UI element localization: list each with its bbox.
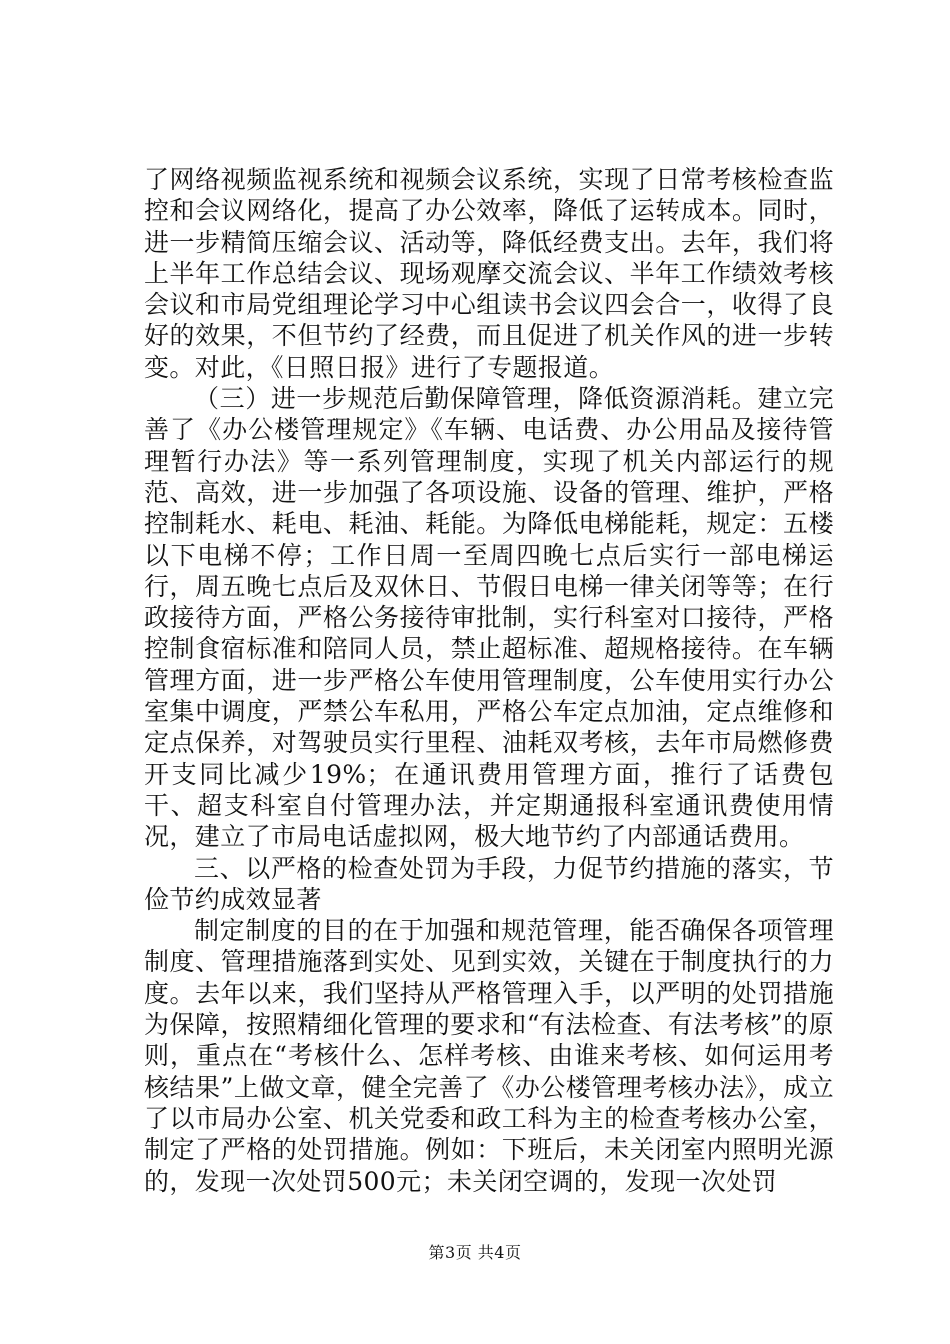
paragraph-1: 了网络视频监视系统和视频会议系统，实现了日常考核检查监控和会议网络化，提高了办公效率，降低了运转成本。同时，进一步精简压缩会议、活动等，降低经费支出。去年，我们将上半年工作总结会议、现场观摩交流会议、半年工作绩效考核会议和市局党组理论学习中心组读书会议四会合一，收得了良好的效果，不但节约了经费，而且促进了机关作风的进一步转变。对此，《日照日报》进行了专题报道。	[144, 165, 834, 382]
paragraph-4: 制定制度的目的在于加强和规范管理，能否确保各项管理制度、管理措施落到实处、见到实效，关键在于制度执行的力度。去年以来，我们坚持从严格管理入手，以严明的处罚措施为保障，按照精细化管理的要求和“有法检查、有法考核”的原则，重点在“考核什么、怎样考核、由谁来考核、如何运用考核结果”上做文章，健全完善了《办公楼管理考核办法》，成立了以市局办公室、机关党委和政工科为主的检查考核办公室，制定了严格的处罚措施。例如：下班后，未关闭室内照明光源的，发现一次处罚500元；未关闭空调的，发现一次处罚	[144, 916, 834, 1196]
page-footer: 第3页 共4页	[428, 1243, 522, 1262]
paragraph-2: （三）进一步规范后勤保障管理，降低资源消耗。建立完善了《办公楼管理规定》《车辆、电话费、办公用品及接待管理暂行办法》等一系列管理制度，实现了机关内部运行的规范、高效，进一步加强了各项设施、设备的管理、维护，严格控制耗水、耗电、耗油、耗能。为降低电梯能耗，规定：五楼以下电梯不停；工作日周一至周四晚七点后实行一部电梯运行，周五晚七点后及双休日、节假日电梯一律关闭等等；在行政接待方面，严格公务接待审批制，实行科室对口接待，严格控制食宿标准和陪同人员，禁止超标准、超规格接待。在车辆管理方面，进一步严格公车使用管理制度，公车使用实行办公室集中调度，严禁公车私用，严格公车定点加油，定点维修和定点保养，对驾驶员实行里程、油耗双考核，去年市局燃修费开支同比减少19%；在通讯费用管理方面，推行了话费包干、超支科室自付管理办法，并定期通报科室通讯费使用情况，建立了市局电话虚拟网，极大地节约了内部通话费用。	[144, 384, 834, 852]
document-body	[144, 164, 834, 1197]
section-heading-3: 三、以严格的检查处罚为手段，力促节约措施的落实，节俭节约成效显著	[144, 853, 834, 914]
